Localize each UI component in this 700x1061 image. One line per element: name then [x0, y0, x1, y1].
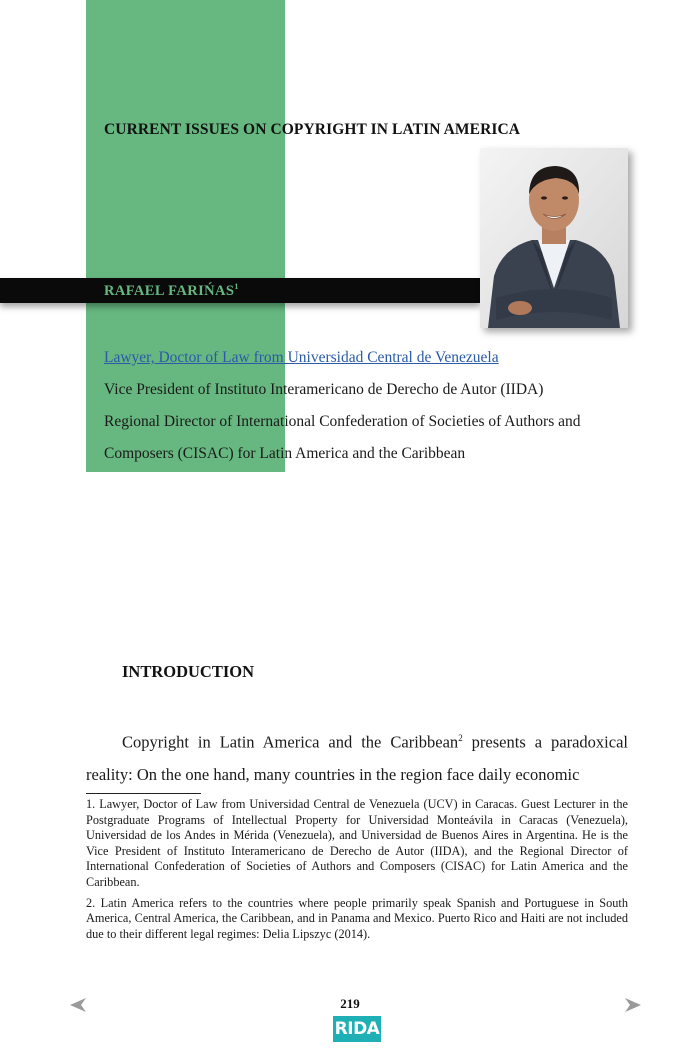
body-paragraph	[86, 722, 628, 791]
author-footnote-ref[interactable]: 1	[234, 282, 239, 291]
author-affiliations	[104, 342, 634, 470]
affiliation-line: Regional Director of International Confederation of Societies of Authors and	[104, 413, 581, 430]
affiliation-line: Composers (CISAC) for Latin America and the Caribbean	[104, 445, 466, 462]
author-photo	[480, 148, 628, 328]
page-number: 219	[340, 996, 360, 1011]
article-title: CURRENT ISSUES ON COPYRIGHT IN LATIN AMERICA	[104, 121, 521, 138]
rida-logo: RIDA	[333, 1016, 381, 1042]
body-text-start: Copyright in Latin America and the Caribbean	[122, 732, 459, 752]
footnotes	[86, 797, 628, 947]
right-arrow-icon[interactable]	[625, 998, 641, 1012]
author-name	[104, 282, 239, 300]
author-name-text: RAFAEL FARIŃAS	[104, 282, 235, 299]
body-text-rest: presents a paradoxical reality: On the one hand, many countries in the region face daily economic	[86, 732, 628, 784]
section-heading: INTRODUCTION	[122, 662, 255, 681]
affiliation-link[interactable]: Lawyer, Doctor of Law from Universidad Central de Venezuela	[104, 349, 499, 366]
affiliation-line: Vice President of Instituto Interamericano de Derecho de Autor (IIDA)	[104, 381, 544, 398]
footnote-2: 2. Latin America refers to the countries where people primarily speak Spanish and Portuguese in South America, Central America, the Caribbean, and in Panama and Mexico. Puerto Rico and Haiti are not included due to their different legal regimes: Delia Lipszyc (2014).	[86, 895, 628, 941]
author-bar	[0, 278, 480, 303]
footnote-ref[interactable]: 2	[458, 733, 463, 743]
footnote-divider	[86, 793, 201, 794]
footnote-1: 1. Lawyer, Doctor of Law from Universidad Central de Venezuela (UCV) in Caracas. Guest Lecturer in the Postgraduate Programs of Intellectual Property for Universidad Monteávila in Caracas (Venezuela), Universidad de los Andes in Mérida (Venezuela), and Universidad de Buenos Aires in Argentina. He is the Vice President of Instituto Interamericano de Derecho de Autor (IIDA), and the Regional Director of International Confederation of Societies of Authors and Composers (CISAC) for Latin America and the Caribbean.	[86, 797, 628, 889]
